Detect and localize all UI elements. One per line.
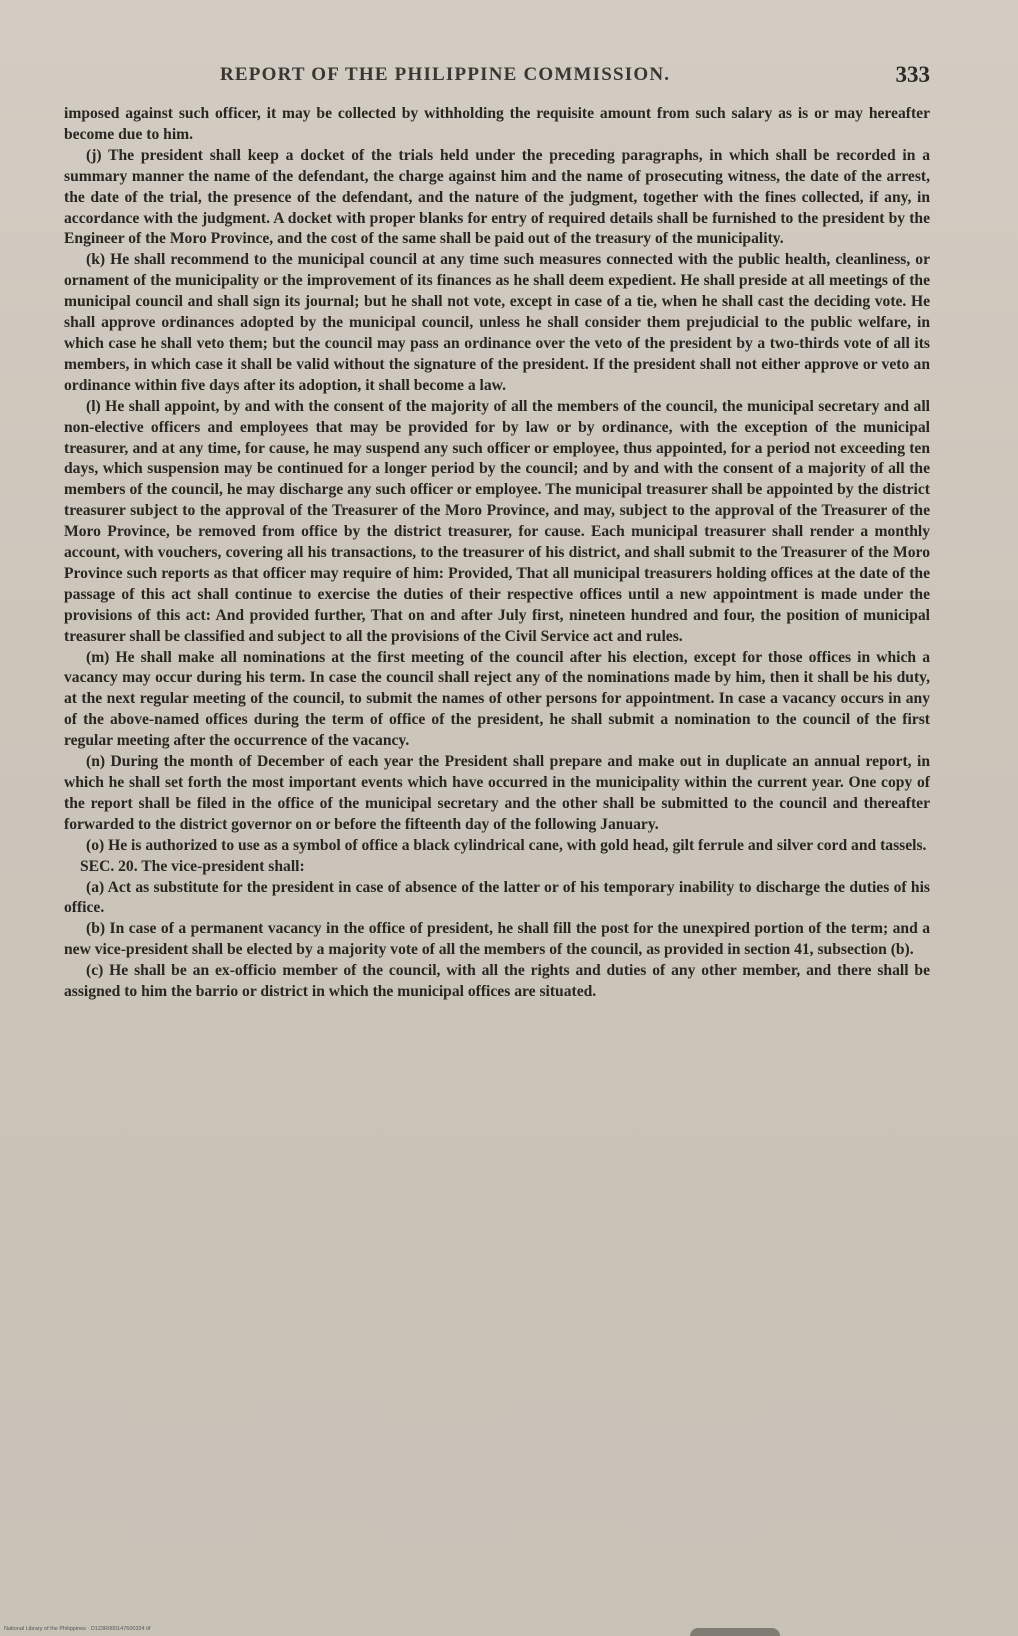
scan-footer: National Library of the Philippines · D123R000147600324 tif	[4, 1626, 151, 1632]
paragraph-o: (o) He is authorized to use as a symbol of office a black cylindrical cane, with gold head, gilt ferrule and silver cord and tassels.	[86, 836, 927, 854]
paragraph-k: (k) He shall recommend to the municipal council at any time such measures connected with the public health, cleanliness, or ornament of the municipality or the improvement of its finances as he shall deem expedient. He shall preside at all meetings of the municipal council and shall sign its journal; but he shall not vote, except in case of a tie, when he shall cast the deciding vote. He shall approve ordinances adopted by the municipal council, unless he shall consider them prejudicial to the public welfare, in which case he shall veto them; but the council may pass an ordinance over the veto of the president by a two-thirds vote of all its members, in which case it shall be valid without the signature of the president. If the president shall not either approve or veto an ordinance within five days after its adoption, it shall become a law.	[64, 251, 930, 394]
paragraph-n: (n) During the month of December of each year the President shall prepare and make out in duplicate an annual report, in which he shall set forth the most important events which have occurred in the municipality within the current year. One copy of the report shall be filed in the office of the municipal secretary and the other shall be submitted to the council and thereafter forwarded to the district governor on or before the fifteenth day of the following January.	[64, 753, 930, 833]
page-number: 333	[895, 62, 930, 87]
body-text	[64, 104, 930, 1003]
paragraph-j: (j) The president shall keep a docket of the trials held under the preceding paragraphs, in which shall be recorded in a summary manner the name of the defendant, the charge against him and the name of prosecuting witness, the date of the arrest, the date of the trial, the presence of the defendant, and the nature of the judgment, together with the fines collected, if any, in accordance with the judgment. A docket with proper blanks for entry of required details shall be furnished to the president by the Engineer of the Moro Province, and the cost of the same shall be paid out of the treasury of the municipality.	[64, 146, 930, 248]
paragraph-m: (m) He shall make all nominations at the first meeting of the council after his election, except for those offices in which a vacancy may occur during his term. In case the council shall reject any of the nominations made by him, then it shall be his duty, at the next regular meeting of the council, to submit the names of other persons for appointment. In case a vacancy occurs in any of the above-named offices during the term of office of the president, he shall submit a nomination to the council of the first regular meeting after the occurrence of the vacancy.	[64, 648, 930, 750]
paragraph-a: (a) Act as substitute for the president in case of absence of the latter or of his temporary inability to discharge the duties of his office.	[64, 878, 930, 917]
running-head: REPORT OF THE PHILIPPINE COMMISSION.	[220, 64, 671, 85]
paragraph-b: (b) In case of a permanent vacancy in the office of president, he shall fill the post for the unexpired portion of the term; and a new vice-president shall be elected by a majority vote of all the members of the council, as provided in section 41, subsection (b).	[64, 920, 930, 959]
section-20-heading: SEC. 20. The vice-president shall:	[80, 857, 305, 875]
binding-shadow	[690, 1628, 780, 1636]
paragraph-l: (l) He shall appoint, by and with the consent of the majority of all the members of the council, the municipal secretary and all non-elective officers and employees that may be provided for by law or by ordinance, with the exception of the municipal treasurer, and at any time, for cause, he may suspend any such officer or employee, thus appointed, for a period not exceeding ten days, which suspension may be continued for a longer period by the council; and by and with the consent of a majority of all the members of the council, he may discharge any such officer or employee. The municipal treasurer shall be appointed by the district treasurer subject to the approval of the Treasurer of the Moro Province, and may, subject to the approval of the Treasurer of the Moro Province, be removed from office by the district treasurer, for cause. Each municipal treasurer shall render a monthly account, with vouchers, covering all his transactions, to the treasurer of his district, and shall submit to the Treasurer of the Moro Province such reports as that officer may require of him: Provided, That all municipal treasurers holding offices at the date of the passage of this act shall continue to exercise the duties of their respective offices until a new appointment is made under the provisions of this act: And provided further, That on and after July first, nineteen hundred and four, the position of municipal treasurer shall be classified and subject to all the provisions of the Civil Service act and rules.	[64, 397, 930, 645]
page-header	[60, 64, 930, 96]
paragraph-continuation: imposed against such officer, it may be collected by withholding the requisite amount from such salary as is or may hereafter become due to him.	[64, 105, 930, 143]
paragraph-c: (c) He shall be an ex-officio member of the council, with all the rights and duties of any other member, and there shall be assigned to him the barrio or district in which the municipal offices are situated.	[64, 962, 930, 1001]
